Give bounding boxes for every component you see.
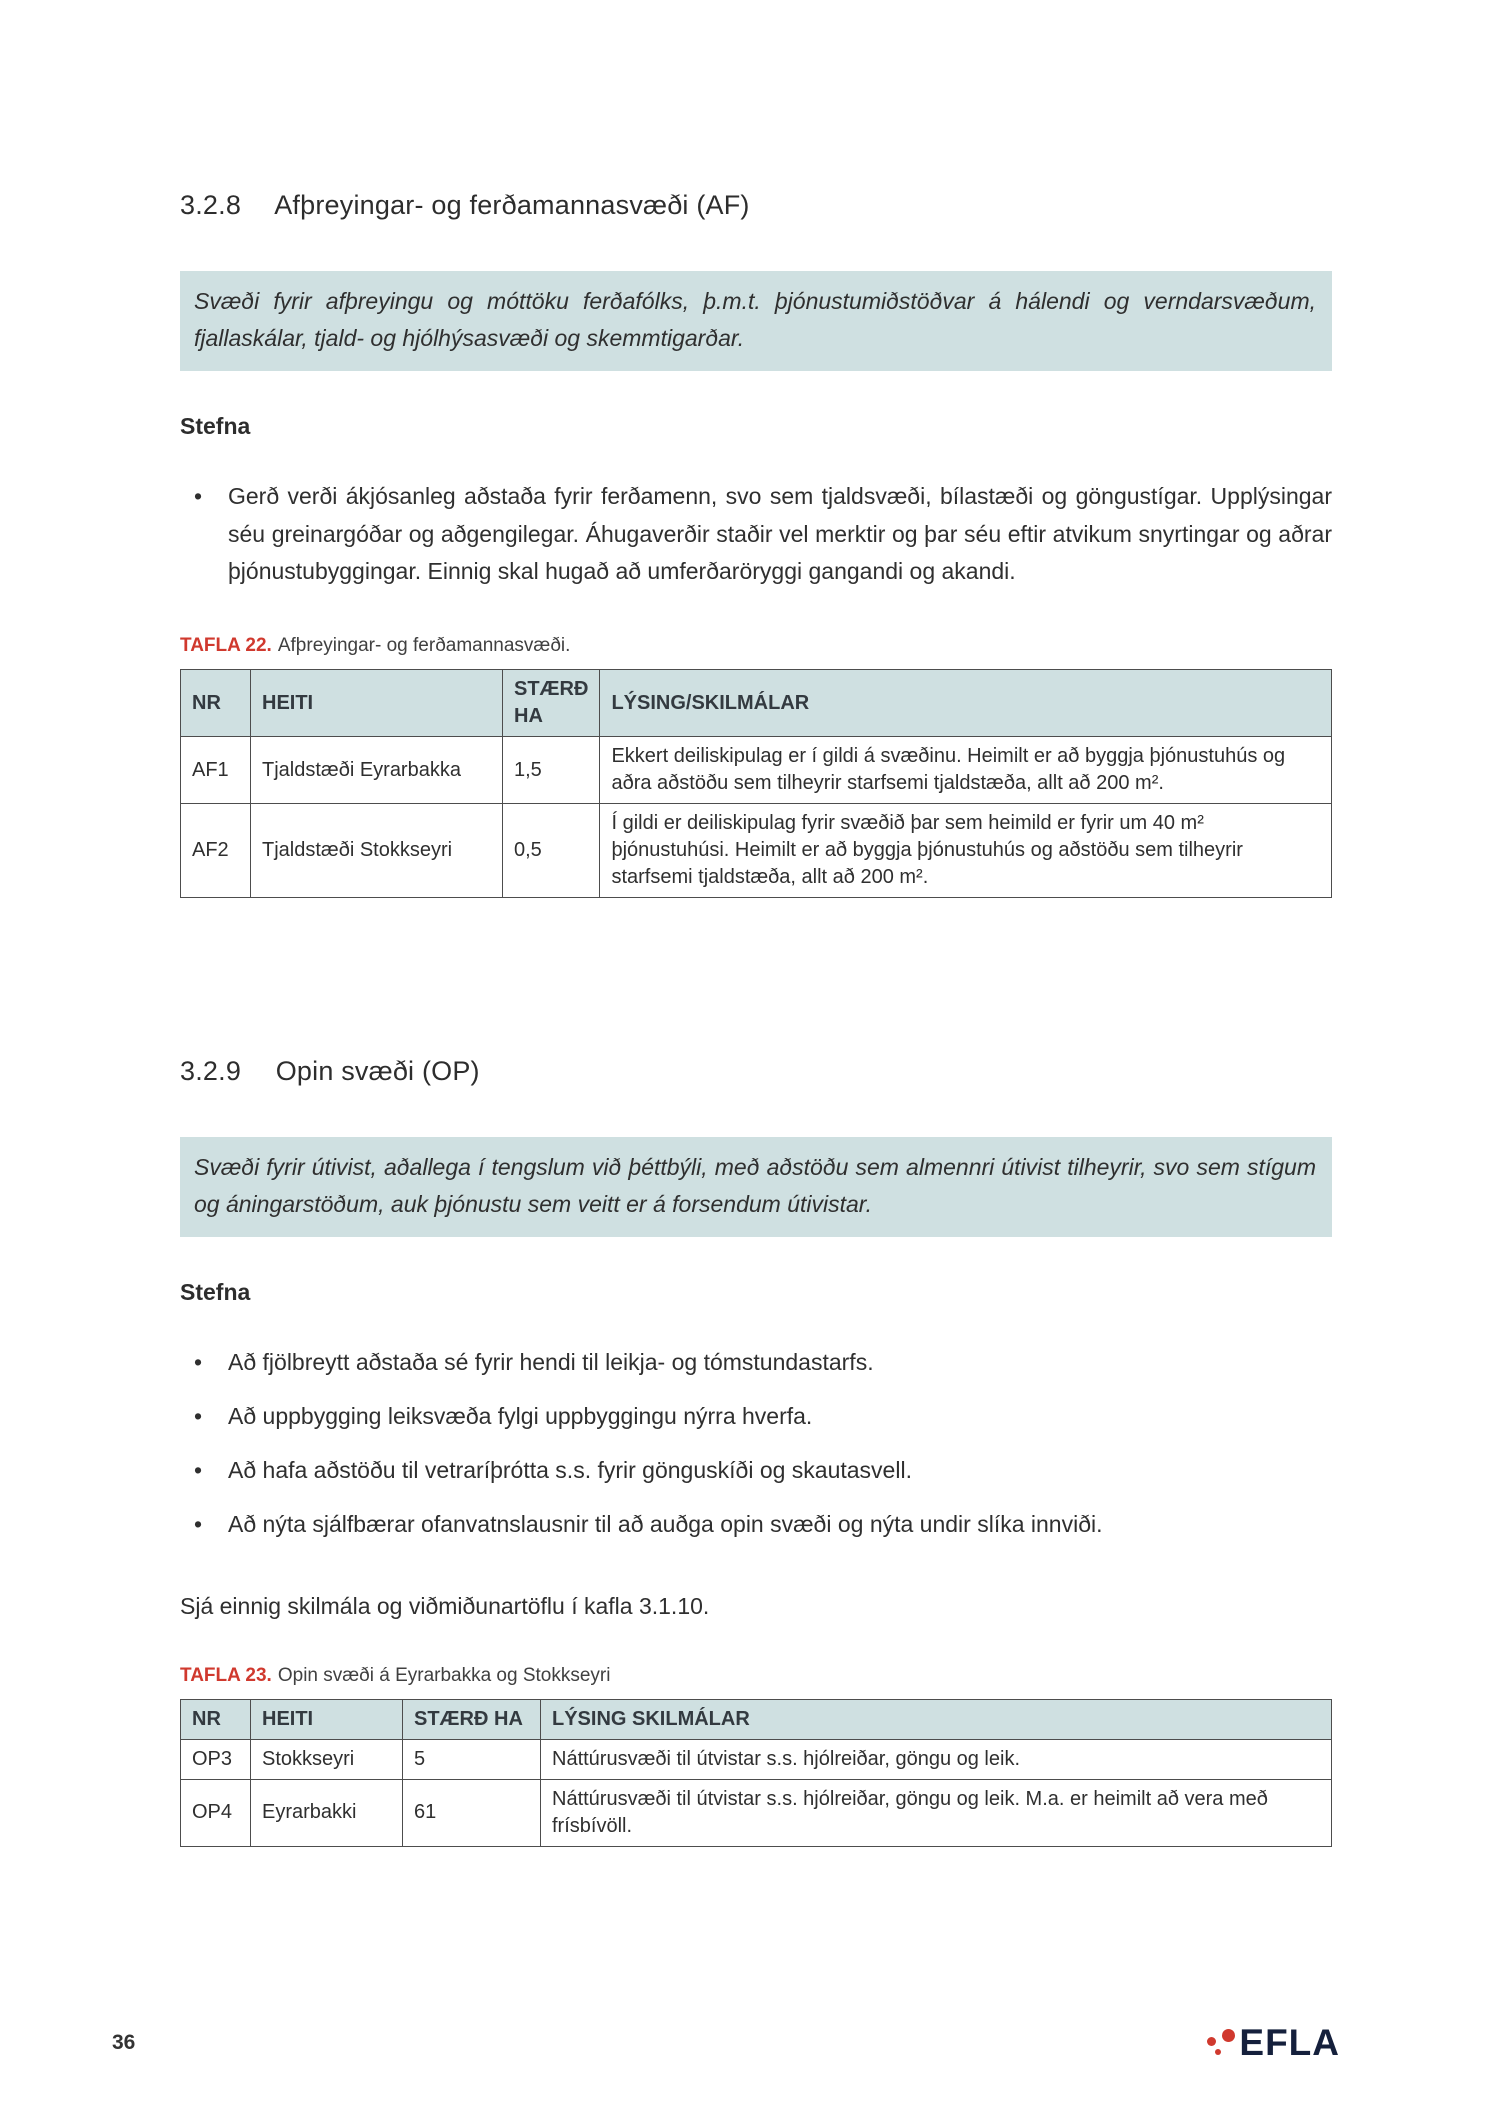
efla-logo-text: EFLA: [1239, 2022, 1340, 2063]
column-header-heiti: HEITI: [251, 1699, 403, 1739]
cell-staerd: 0,5: [503, 804, 600, 898]
table-22-caption-text: Afþreyingar- og ferðamannasvæði.: [277, 635, 571, 657]
section-heading-3-2-9: [180, 1056, 1332, 1087]
table-22-caption: [180, 635, 1332, 657]
table-23-caption-text: Opin svæði á Eyrarbakka og Stokkseyri: [277, 1664, 611, 1686]
cell-heiti: Stokkseyri: [251, 1739, 403, 1779]
column-header-nr: NR: [181, 670, 251, 737]
stefna-label: Stefna: [180, 1279, 251, 1305]
see-also-paragraph: Sjá einnig skilmála og viðmiðunartöflu í kafla 3.1.10.: [180, 1592, 710, 1619]
cell-heiti: Tjaldstæði Stokkseyri: [251, 804, 503, 898]
column-header-lysing: LÝSING/SKILMÁLAR: [600, 670, 1332, 737]
bullet-item: • Að nýta sjálfbærar ofanvatnslausnir til að auðga opin svæði og nýta undir slíka innviði.: [180, 1506, 1332, 1544]
table-row: [181, 1779, 1332, 1846]
bullet-item: • Gerð verði ákjósanleg aðstaða fyrir ferðamenn, svo sem tjaldsvæði, bílastæði og göngustígar. Upplýsingar séu greinargóðar og aðgengilegar. Áhugaverðir staðir vel merktir og þar séu eftir atvikum snyrtingar og aðrar þjónustubyggingar. Einnig skal hugað að umferðaröryggi gangandi og akandi.: [180, 478, 1332, 592]
cell-nr: AF2: [181, 804, 251, 898]
table-row: [181, 737, 1332, 804]
efla-logo: [1201, 2022, 1340, 2064]
definition-callout: Svæði fyrir útivist, aðallega í tengslum við þéttbýli, með aðstöðu sem almennri útivist tilheyrir, svo sem stígum og áningarstöðum, auk þjónustu sem veitt er á forsendum útivistar.: [180, 1137, 1332, 1237]
bullet-item: • Að hafa aðstöðu til vetraríþrótta s.s. fyrir gönguskíði og skautasvell.: [180, 1452, 1332, 1490]
stefna-label: Stefna: [180, 412, 251, 439]
cell-heiti: Tjaldstæði Eyrarbakka: [251, 737, 503, 804]
section-3-2-9: [180, 1056, 1332, 1846]
page-footer: [0, 2022, 1500, 2064]
column-header-staerd: STÆRÐ HA: [503, 670, 600, 737]
column-header-heiti: HEITI: [251, 670, 503, 737]
section-title: Afþreyingar- og ferðamannasvæði (AF): [274, 190, 750, 220]
bullet-item: • Að uppbygging leiksvæða fylgi uppbyggingu nýrra hverfa.: [180, 1398, 1332, 1436]
cell-nr: OP3: [181, 1739, 251, 1779]
efla-logo-dots-icon: [1201, 2023, 1237, 2063]
section-title: Opin svæði (OP): [275, 1056, 480, 1087]
cell-lysing: Í gildi er deiliskipulag fyrir svæðið þar sem heimild er fyrir um 40 m² þjónustuhúsi. Heimilt er að byggja þjónustuhús og aðstöðu sem tilheyrir starfsemi tjaldstæða, allt að 200 m².: [600, 804, 1332, 898]
table-22: [180, 669, 1332, 898]
table-23: [180, 1699, 1332, 1847]
cell-lysing: Náttúrusvæði til útvistar s.s. hjólreiðar, göngu og leik. M.a. er heimilt að vera með frísbívöll.: [541, 1779, 1332, 1846]
cell-staerd: 5: [403, 1739, 541, 1779]
stefna-bullet-list: [180, 478, 1332, 592]
section-heading-3-2-8: [180, 190, 1332, 221]
page-number: 36: [112, 2031, 136, 2054]
table-23-label: TAFLA 23.: [180, 1664, 272, 1686]
cell-nr: AF1: [181, 737, 251, 804]
table-row: [181, 1739, 1332, 1779]
table-row: [181, 804, 1332, 898]
cell-staerd: 61: [403, 1779, 541, 1846]
cell-staerd: 1,5: [503, 737, 600, 804]
bullet-item: • Að fjölbreytt aðstaða sé fyrir hendi til leikja- og tómstundastarfs.: [180, 1344, 1332, 1382]
cell-lysing: Ekkert deiliskipulag er í gildi á svæðinu. Heimilt er að byggja þjónustuhús og aðra aðstöðu sem tilheyrir starfsemi tjaldstæða, allt að 200 m².: [600, 737, 1332, 804]
cell-heiti: Eyrarbakki: [251, 1779, 403, 1846]
cell-nr: OP4: [181, 1779, 251, 1846]
column-header-staerd: STÆRÐ HA: [403, 1699, 541, 1739]
section-number: 3.2.9: [180, 1056, 242, 1087]
table-23-caption: [180, 1665, 1332, 1687]
table-header-row: [181, 670, 1332, 737]
column-header-nr: NR: [181, 1699, 251, 1739]
section-3-2-8: [180, 190, 1332, 898]
column-header-lysing: LÝSING SKILMÁLAR: [541, 1699, 1332, 1739]
cell-lysing: Náttúrusvæði til útvistar s.s. hjólreiðar, göngu og leik.: [541, 1739, 1332, 1779]
table-22-label: TAFLA 22.: [180, 635, 272, 657]
table-header-row: [181, 1699, 1332, 1739]
definition-callout: Svæði fyrir afþreyingu og móttöku ferðafólks, þ.m.t. þjónustumiðstöðvar á hálendi og verndarsvæðum, fjallaskálar, tjald- og hjólhýsasvæði og skemmtigarðar.: [180, 271, 1332, 371]
stefna-bullet-list: [180, 1344, 1332, 1544]
section-spacer: [180, 928, 1332, 1056]
section-number: 3.2.8: [180, 190, 242, 220]
